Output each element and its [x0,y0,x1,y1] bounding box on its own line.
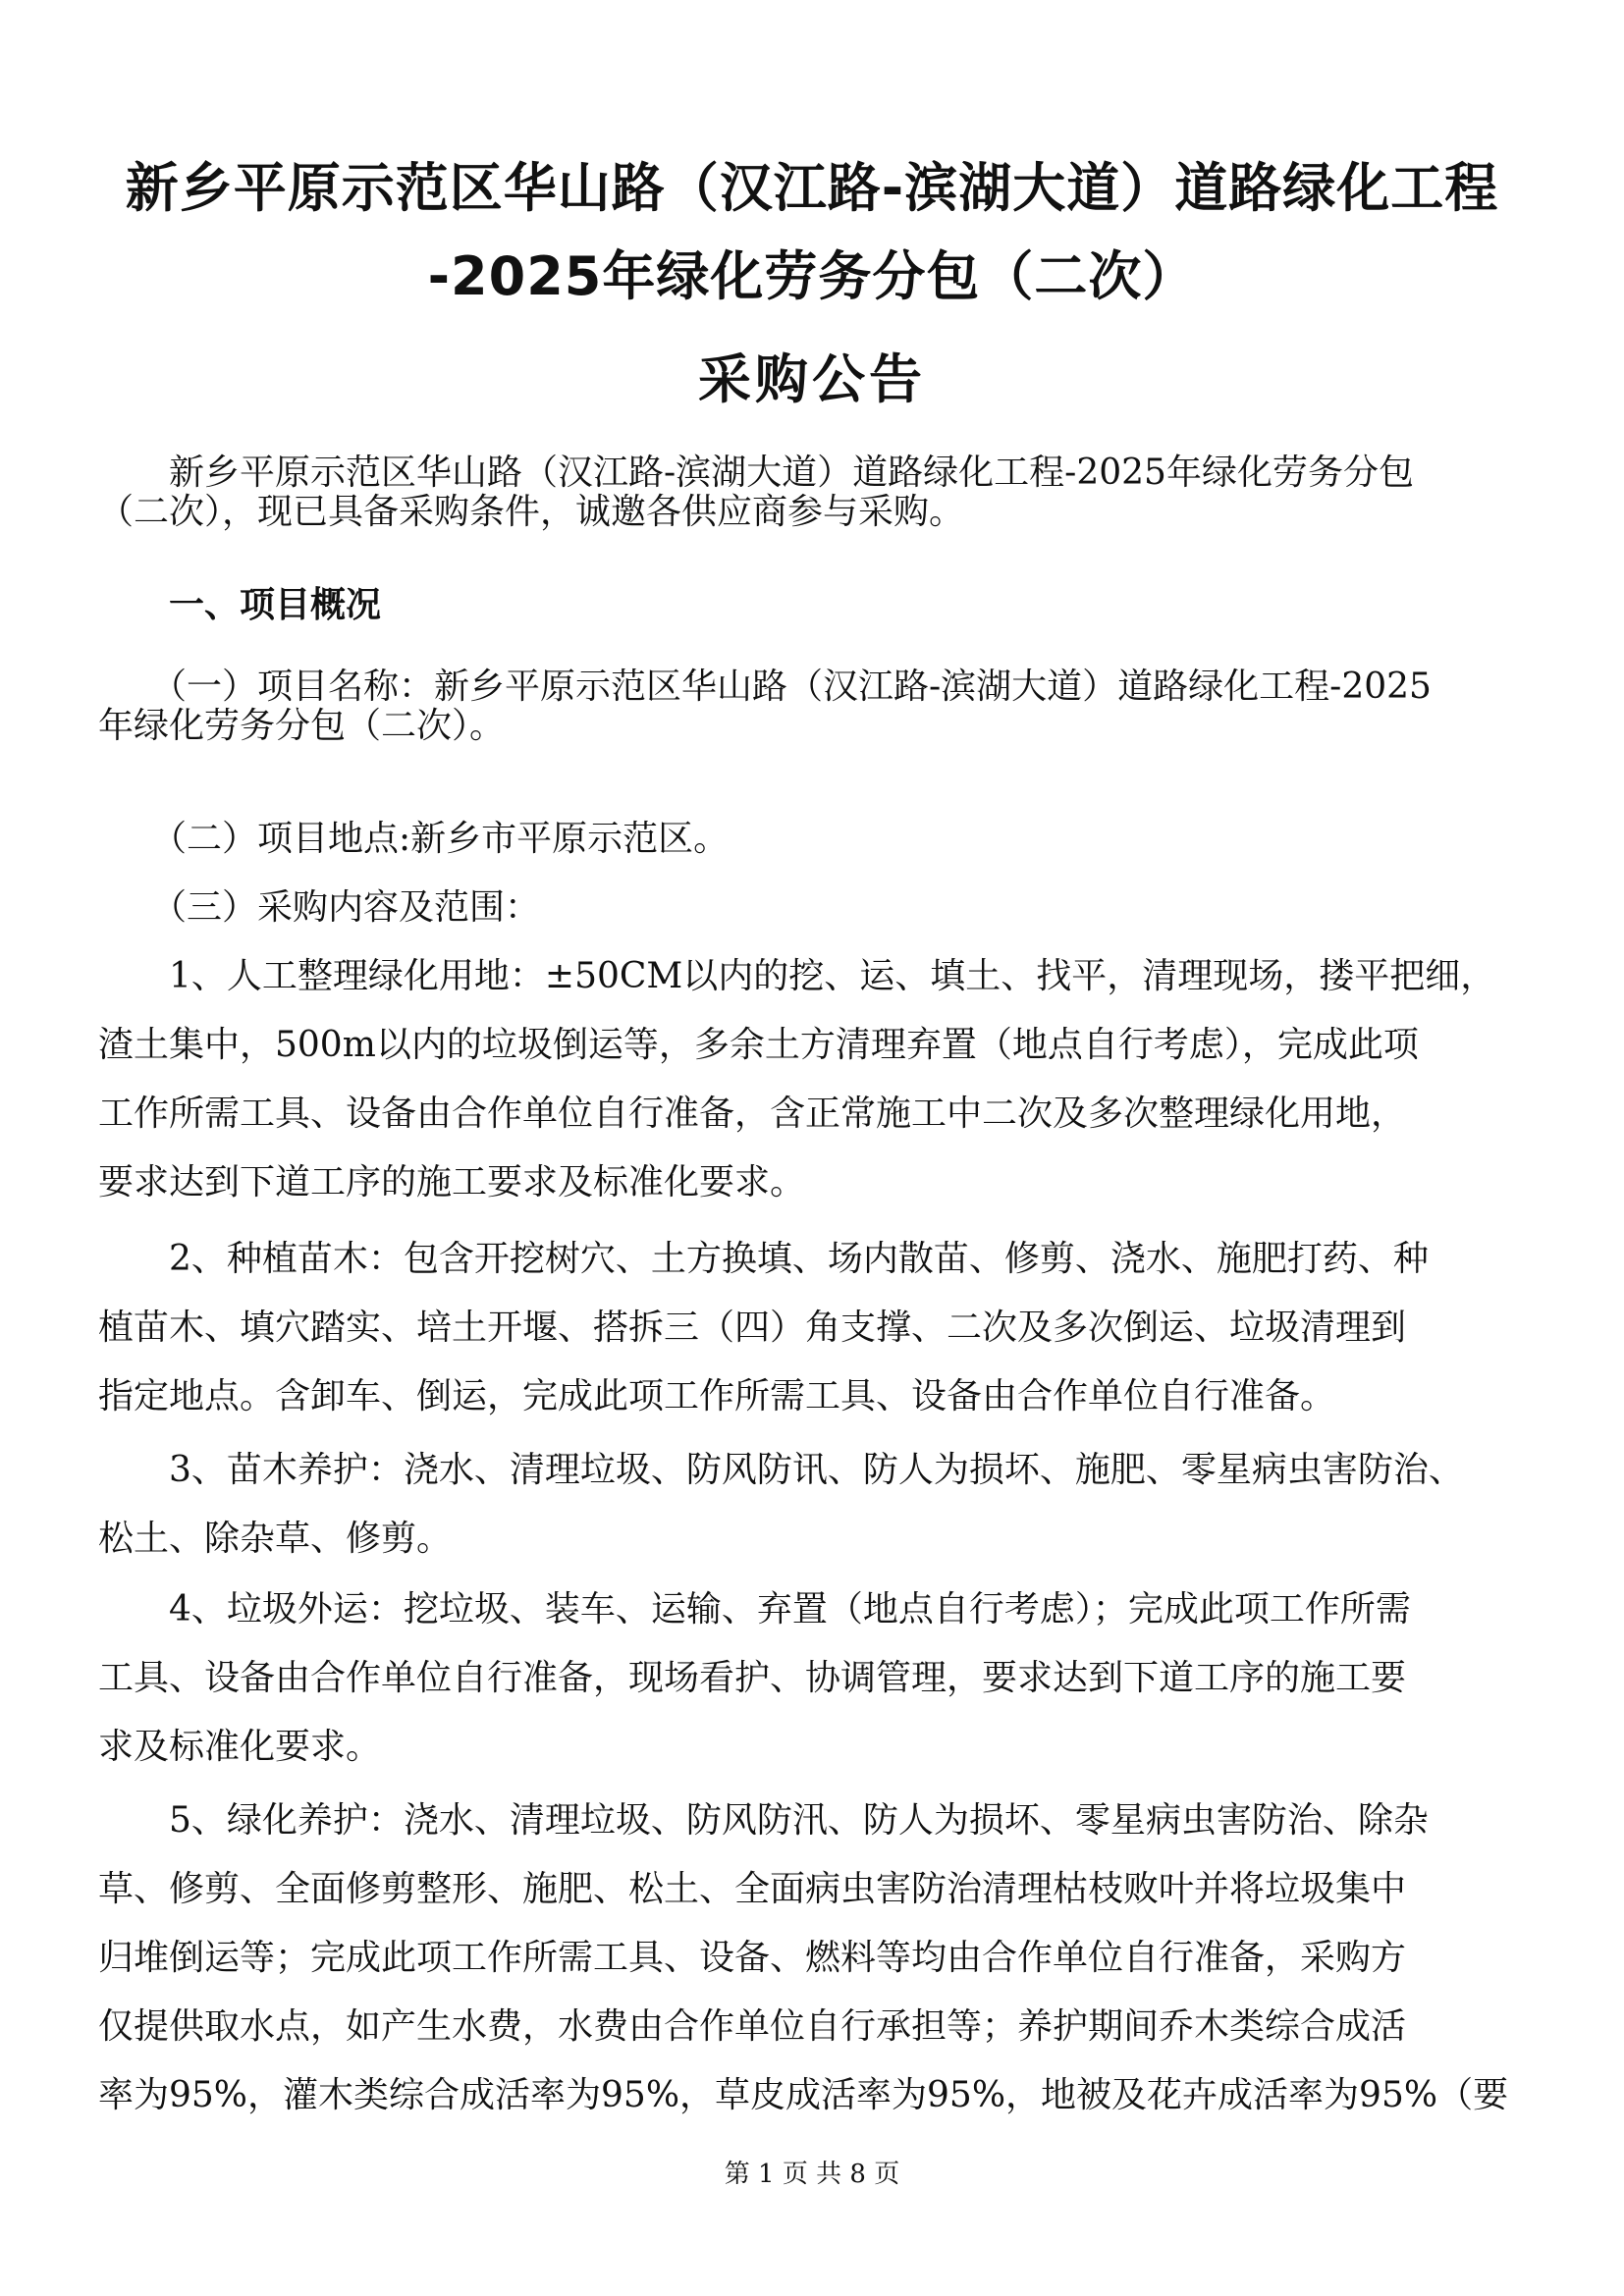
scope-item-2-paragraph [98,1240,1542,1416]
text-line: 4、垃圾外运：挖垃圾、装车、运输、弃置（地点自行考虑）；完成此项工作所需 [98,1589,1411,1629]
scope-item-5-paragraph [98,1801,1542,2115]
text-line: 率为95%，灌木类综合成活率为95%，草皮成活率为95%，地被及花卉成活率为95%（要 [98,2075,1509,2115]
text-line: 求及标准化要求。 [98,1727,382,1767]
text-line: 工具、设备由合作单位自行准备，现场看护、协调管理，要求达到下道工序的施工要 [98,1658,1407,1698]
text-line: 工作所需工具、设备由合作单位自行准备，含正常施工中二次及多次整理绿化用地， [98,1094,1407,1134]
section-heading: 一、项目概况 [98,585,382,625]
text-line: （二次），现已具备采购条件，诚邀各供应商参与采购。 [98,492,965,532]
document-title-line-2: -2025年绿化劳务分包（二次） [427,245,1197,307]
text-line: 年绿化劳务分包（二次）。 [98,706,506,746]
scope-item-3-paragraph [98,1451,1542,1559]
text-line: 仅提供取水点，如产生水费，水费由合作单位自行承担等；养护期间乔木类综合成活 [98,2006,1407,2047]
text-line: 1、人工整理绿化用地：±50CM以内的挖、运、填土、找平，清理现场，搂平把细， [98,956,1496,996]
text-line: 植苗木、填穴踏实、培土开堰、搭拆三（四）角支撑、二次及多次倒运、垃圾清理到 [98,1308,1407,1348]
procurement-scope-paragraph [98,888,1542,928]
scope-item-4-paragraph [98,1590,1542,1767]
text-line: 新乡平原示范区华山路（汉江路-滨湖大道）道路绿化工程-2025年绿化劳务分包 [98,453,1414,493]
text-line: 指定地点。含卸车、倒运，完成此项工作所需工具、设备由合作单位自行准备。 [98,1376,1336,1416]
document-title-announcement: 采购公告 [698,348,926,410]
page-number-footer: 第 1 页 共 8 页 [724,2160,900,2189]
text-line: 渣土集中，500m以内的垃圾倒运等，多余土方清理弃置（地点自行考虑），完成此项 [98,1025,1419,1065]
scope-item-1-paragraph [98,957,1542,1202]
text-line: 松土、除杂草、修剪。 [98,1519,453,1559]
text-line: 5、绿化养护：浇水、清理垃圾、防风防汛、防人为损坏、零星病虫害防治、除杂 [98,1800,1429,1841]
text-line: （二）项目地点:新乡市平原示范区。 [98,819,730,859]
text-line: （三）采购内容及范围： [98,887,541,928]
text-line: 要求达到下道工序的施工要求及标准化要求。 [98,1162,806,1202]
section-heading-project-overview [98,586,1542,625]
text-line: 归堆倒运等；完成此项工作所需工具、设备、燃料等均由合作单位自行准备，采购方 [98,1938,1407,1978]
project-name-paragraph [98,667,1542,746]
text-line: 草、修剪、全面修剪整形、施肥、松土、全面病虫害防治清理枯枝败叶并将垃圾集中 [98,1869,1407,1909]
document-title-line-1: 新乡平原示范区华山路（汉江路-滨湖大道）道路绿化工程 [125,157,1499,219]
text-line: 3、苗木养护：浇水、清理垃圾、防风防讯、防人为损坏、施肥、零星病虫害防治、 [98,1450,1464,1490]
intro-paragraph [98,454,1542,532]
project-location-paragraph [98,820,1542,859]
text-line: 2、种植苗木：包含开挖树穴、土方换填、场内散苗、修剪、浇水、施肥打药、种 [98,1239,1429,1279]
text-line: （一）项目名称：新乡平原示范区华山路（汉江路-滨湖大道）道路绿化工程-2025 [98,667,1432,707]
